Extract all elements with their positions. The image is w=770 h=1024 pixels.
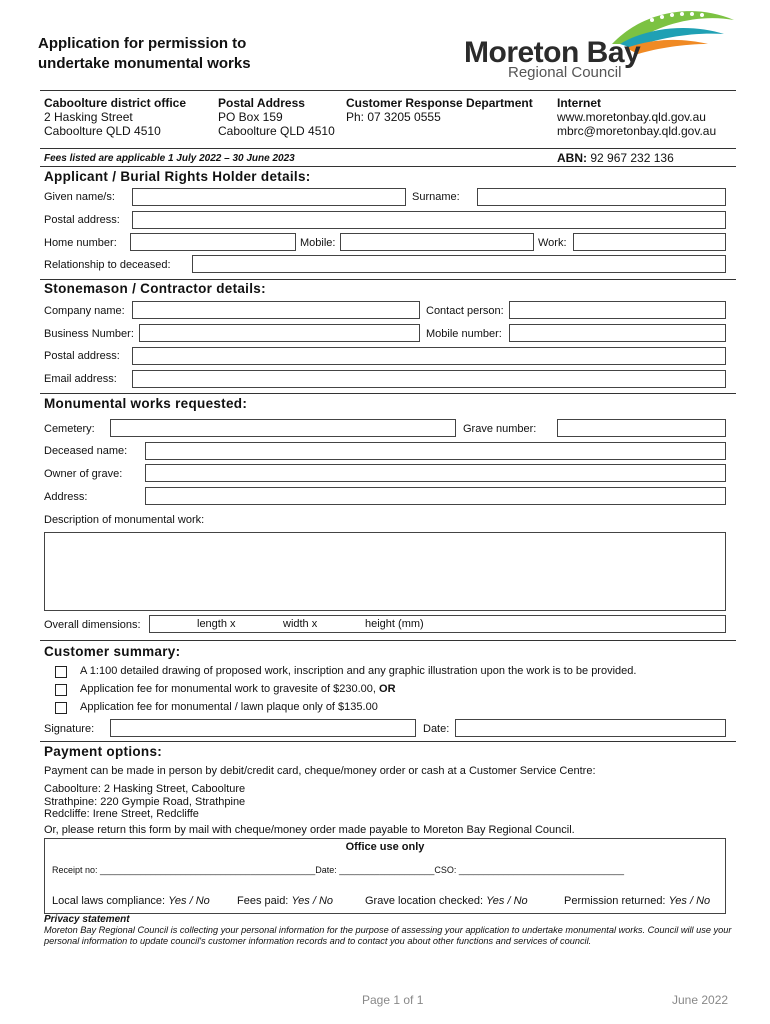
- mobile-number-label: Mobile number:: [426, 328, 502, 340]
- mobile-label: Mobile:: [300, 237, 336, 249]
- contact-line: PO Box 159: [218, 110, 283, 124]
- website-link[interactable]: www.moretonbay.qld.gov.au: [557, 110, 706, 124]
- work-field[interactable]: [573, 233, 726, 251]
- divider: [40, 640, 736, 641]
- signature-field[interactable]: [110, 719, 416, 737]
- cemetery-label: Cemetery:: [44, 423, 95, 435]
- length-label: length x: [197, 618, 236, 630]
- fees-paid-value: Yes / No: [291, 895, 334, 907]
- office-use-box: [44, 838, 726, 914]
- postal-address-label: Postal address:: [44, 214, 120, 226]
- contact-internet: [557, 96, 716, 138]
- company-name-field[interactable]: [132, 301, 420, 319]
- contact-heading: Caboolture district office: [44, 96, 187, 110]
- surname-field[interactable]: [477, 188, 726, 206]
- fees-paid-label: Fees paid:: [237, 895, 289, 907]
- width-label: width x: [283, 618, 318, 630]
- contact-customer-response: [346, 96, 533, 124]
- gravesite-fee-label: Application fee for monumental work to gravesite of $230.00,: [80, 683, 376, 695]
- owner-of-grave-label: Owner of grave:: [44, 468, 123, 480]
- contact-heading: Postal Address: [218, 96, 305, 110]
- contact-heading: Internet: [557, 96, 602, 110]
- stonemason-heading: Stonemason / Contractor details:: [44, 281, 266, 296]
- address-label: Address:: [44, 491, 88, 503]
- page-number: Page 1 of 1: [362, 993, 424, 1007]
- email-link[interactable]: mbrc@moretonbay.qld.gov.au: [557, 124, 717, 138]
- abn-value: 92 967 232 136: [590, 151, 674, 165]
- grave-location-checked: [365, 895, 528, 907]
- divider: [40, 148, 736, 149]
- contact-heading: Customer Response Department: [346, 96, 533, 110]
- plaque-fee-text: Application fee for monumental / lawn plaque only of $135.00: [80, 701, 378, 713]
- mobile-field[interactable]: [340, 233, 534, 251]
- email-address-field[interactable]: [132, 370, 726, 388]
- contact-person-label: Contact person:: [426, 305, 504, 317]
- dimensions-field[interactable]: [149, 615, 726, 633]
- payment-options-heading: Payment options:: [44, 744, 163, 759]
- permission-returned-value: Yes / No: [668, 895, 711, 907]
- local-laws-label: Local laws compliance:: [52, 895, 166, 907]
- abn-label: ABN:: [557, 151, 587, 165]
- grave-number-field[interactable]: [557, 419, 726, 437]
- divider: [40, 279, 736, 280]
- fees-note: Fees listed are applicable 1 July 2022 – 30 June 2023: [44, 153, 295, 164]
- contact-postal: [218, 96, 335, 138]
- applicant-heading: Applicant / Burial Rights Holder details:: [44, 169, 311, 184]
- business-number-field[interactable]: [139, 324, 420, 342]
- logo-sub-text: Regional Council: [508, 64, 622, 81]
- receipt-line: Receipt no: ___________________________________________Date: ___________________CSO: _________________________________: [52, 865, 625, 875]
- logo-main-text: Moreton Bay: [464, 36, 641, 69]
- stonemason-postal-field[interactable]: [132, 347, 726, 365]
- description-label: Description of monumental work:: [44, 514, 205, 526]
- or-text: OR: [379, 683, 396, 695]
- permission-returned: [564, 895, 710, 907]
- relationship-field[interactable]: [192, 255, 726, 273]
- contact-line: Ph: 07 3205 0555: [346, 110, 441, 124]
- cemetery-field[interactable]: [110, 419, 456, 437]
- address-field[interactable]: [145, 487, 726, 505]
- divider: [40, 166, 736, 167]
- customer-summary-heading: Customer summary:: [44, 644, 181, 659]
- contact-line: Caboolture QLD 4510: [218, 124, 335, 138]
- divider: [40, 393, 736, 394]
- home-number-field[interactable]: [130, 233, 296, 251]
- mail-instructions: Or, please return this form by mail with cheque/money order made payable to Moreton Bay Regional Council.: [44, 824, 575, 836]
- description-textarea[interactable]: [44, 532, 726, 611]
- business-number-label: Business Number:: [44, 328, 134, 340]
- location-caboolture: Caboolture: 2 Hasking Street, Caboolture: [44, 783, 246, 795]
- company-name-label: Company name:: [44, 305, 125, 317]
- gravesite-fee-checkbox[interactable]: [55, 684, 67, 696]
- title-line-2: undertake monumental works: [38, 55, 251, 72]
- payment-locations: [44, 783, 245, 821]
- given-name-field[interactable]: [132, 188, 406, 206]
- height-label: height (mm): [365, 618, 424, 630]
- drawing-text: A 1:100 detailed drawing of proposed work, inscription and any graphic illustration upon the work is to be provided.: [80, 665, 637, 677]
- privacy-title: Privacy statement: [44, 914, 130, 925]
- deceased-name-label: Deceased name:: [44, 445, 128, 457]
- contact-caboolture: [44, 96, 186, 138]
- plaque-fee-checkbox[interactable]: [55, 702, 67, 714]
- abn: [557, 151, 674, 165]
- permission-returned-label: Permission returned:: [564, 895, 666, 907]
- contact-line: 2 Hasking Street: [44, 110, 133, 124]
- home-number-label: Home number:: [44, 237, 117, 249]
- grave-location-label: Grave location checked:: [365, 895, 484, 907]
- postal-address-field[interactable]: [132, 211, 726, 229]
- council-logo: [462, 4, 742, 84]
- work-label: Work:: [538, 237, 567, 249]
- monumental-works-heading: Monumental works requested:: [44, 396, 248, 411]
- signature-label: Signature:: [44, 723, 95, 735]
- location-strathpine: Strathpine: 220 Gympie Road, Strathpine: [44, 795, 246, 808]
- office-use-title: Office use only: [345, 841, 425, 853]
- divider: [40, 90, 736, 91]
- contact-line: Caboolture QLD 4510: [44, 124, 161, 138]
- drawing-checkbox[interactable]: [55, 666, 67, 678]
- contact-person-field[interactable]: [509, 301, 726, 319]
- relationship-label: Relationship to deceased:: [44, 259, 171, 271]
- overall-dimensions-label: Overall dimensions:: [44, 619, 141, 631]
- location-redcliffe: Redcliffe: Irene Street, Redcliffe: [44, 808, 199, 820]
- privacy-text: Moreton Bay Regional Council is collecting your personal information for the purpose of assessing your application to undertake monumental works. Council will use your personal information to update council's customer information records and to contact you about other functions and services of council.: [44, 925, 732, 946]
- local-laws-value: Yes / No: [168, 895, 210, 907]
- owner-of-grave-field[interactable]: [145, 464, 726, 482]
- date-field[interactable]: [455, 719, 726, 737]
- footer-date: June 2022: [672, 993, 729, 1007]
- date-label: Date:: [423, 723, 450, 735]
- given-name-label: Given name/s:: [44, 191, 115, 203]
- fees-paid: [237, 895, 333, 907]
- grave-location-value: Yes / No: [486, 895, 528, 907]
- local-laws-compliance: [52, 895, 210, 907]
- grave-number-label: Grave number:: [463, 423, 537, 435]
- title-line-1: Application for permission to: [38, 35, 247, 52]
- gravesite-fee-text: [80, 683, 396, 695]
- mobile-number-field[interactable]: [509, 324, 726, 342]
- postal-address-label: Postal address:: [44, 350, 120, 362]
- surname-label: Surname:: [412, 191, 460, 203]
- payment-intro: Payment can be made in person by debit/credit card, cheque/money order or cash at a Customer Service Centre:: [44, 765, 596, 777]
- email-address-label: Email address:: [44, 373, 117, 385]
- divider: [40, 741, 736, 742]
- deceased-name-field[interactable]: [145, 442, 726, 460]
- page-title: [38, 34, 251, 74]
